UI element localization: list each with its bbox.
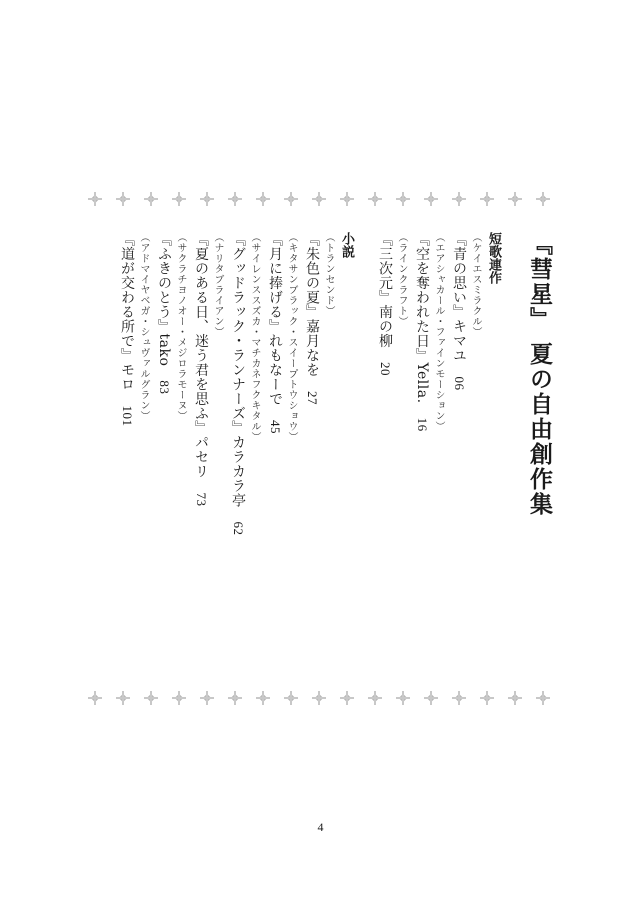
diamond-ornament-icon: [172, 691, 186, 705]
toc-entry: [194, 232, 208, 507]
diamond-ornament-icon: [116, 192, 130, 206]
entry-ruby: （ラインクラフト）: [396, 232, 407, 327]
entry-ruby: （エアシャカール・ファインモーション）: [433, 232, 444, 432]
entry-ruby: （ナリタブライアン）: [212, 232, 223, 337]
page-footer-number: 4: [317, 820, 324, 834]
entry-ruby: （ケイエスミラクル）: [470, 232, 481, 337]
diamond-ornament-icon: [536, 192, 550, 206]
diamond-ornament-icon: [144, 192, 158, 206]
author-name: 嘉月なを: [304, 319, 320, 377]
entry-ruby: （アドマイヤベガ・シュヴァルグラン）: [138, 232, 149, 421]
toc-entry: [452, 232, 466, 391]
page-number: 73: [194, 492, 209, 507]
diamond-ornament-icon: [200, 691, 214, 705]
toc-entry: [120, 232, 134, 427]
author-name: キマユ: [451, 319, 467, 363]
book-title: 『彗星』 夏の自由創作集: [526, 232, 552, 518]
work-title: 『夏のある日、迷う君を思ふ』: [193, 232, 209, 435]
work-title: 『道が交わる所で』: [119, 232, 135, 363]
toc-entry: [268, 232, 282, 434]
diamond-ornament-icon: [312, 192, 326, 206]
diamond-ornament-icon: [424, 691, 438, 705]
diamond-ornament-icon: [284, 192, 298, 206]
work-title: 『グッドラック・ランナーズ』: [230, 232, 246, 435]
diamond-ornament-icon: [452, 691, 466, 705]
diamond-ornament-icon: [88, 691, 102, 705]
entry-ruby: （サイレンススズカ・マチカネフクキタル）: [249, 232, 260, 442]
page-number: 27: [305, 391, 320, 405]
diamond-ornament-icon: [396, 192, 410, 206]
page-number: 20: [378, 362, 393, 376]
toc-entry: [231, 232, 245, 536]
author-name: モロ: [119, 362, 135, 392]
diamond-ornament-icon: [536, 691, 550, 705]
diamond-ornament-icon: [480, 691, 494, 705]
author-name: カラカラ亭: [230, 435, 246, 508]
entry-ruby: （サクラチヨノオー・メジロラモーヌ）: [175, 232, 186, 421]
ornament-row-top: [88, 190, 550, 208]
diamond-ornament-icon: [284, 691, 298, 705]
toc-entry: [415, 232, 429, 432]
page-number: 101: [120, 405, 135, 427]
work-title: 『朱色の夏』: [304, 232, 320, 319]
author-name: れもなーで: [267, 333, 283, 406]
diamond-ornament-icon: [508, 691, 522, 705]
page-number: 45: [268, 420, 283, 434]
work-title: 『三次元』: [377, 232, 393, 305]
page-number: 83: [157, 380, 172, 395]
diamond-ornament-icon: [368, 192, 382, 206]
author-name: 南の柳: [377, 304, 393, 348]
toc-entry: [378, 232, 392, 376]
work-title: 『空を奪われた日』: [414, 232, 430, 363]
entry-ruby: （トランセンド）: [323, 232, 334, 316]
diamond-ornament-icon: [340, 192, 354, 206]
author-name: Yella.: [414, 362, 430, 404]
diamond-ornament-icon: [200, 192, 214, 206]
work-title: 『ふきのとう』: [156, 232, 172, 334]
diamond-ornament-icon: [340, 691, 354, 705]
diamond-ornament-icon: [368, 691, 382, 705]
diamond-ornament-icon: [172, 192, 186, 206]
diamond-ornament-icon: [452, 192, 466, 206]
diamond-ornament-icon: [508, 192, 522, 206]
section-heading-tanka: 短歌連作: [486, 232, 501, 284]
diamond-ornament-icon: [88, 192, 102, 206]
diamond-ornament-icon: [396, 691, 410, 705]
diamond-ornament-icon: [312, 691, 326, 705]
diamond-ornament-icon: [228, 691, 242, 705]
diamond-ornament-icon: [256, 691, 270, 705]
toc-entry: [157, 232, 171, 394]
author-name: パセリ: [193, 435, 209, 479]
diamond-ornament-icon: [424, 192, 438, 206]
work-title: 『月に捧げる』: [267, 232, 283, 334]
diamond-ornament-icon: [228, 192, 242, 206]
page-number: 62: [231, 521, 246, 536]
diamond-ornament-icon: [256, 192, 270, 206]
diamond-ornament-icon: [144, 691, 158, 705]
ornament-row-bottom: [88, 689, 550, 707]
section-heading-novel: 小説: [339, 232, 354, 258]
page-number: 16: [415, 417, 430, 432]
entry-ruby: （キタサンブラック・スイープトウショウ）: [286, 232, 297, 442]
toc-entry: [305, 232, 319, 405]
page-number: 06: [452, 376, 467, 391]
work-title: 『青の思い』: [451, 232, 467, 319]
diamond-ornament-icon: [116, 691, 130, 705]
diamond-ornament-icon: [480, 192, 494, 206]
table-of-contents: [95, 232, 565, 672]
author-name: tako: [156, 333, 172, 367]
